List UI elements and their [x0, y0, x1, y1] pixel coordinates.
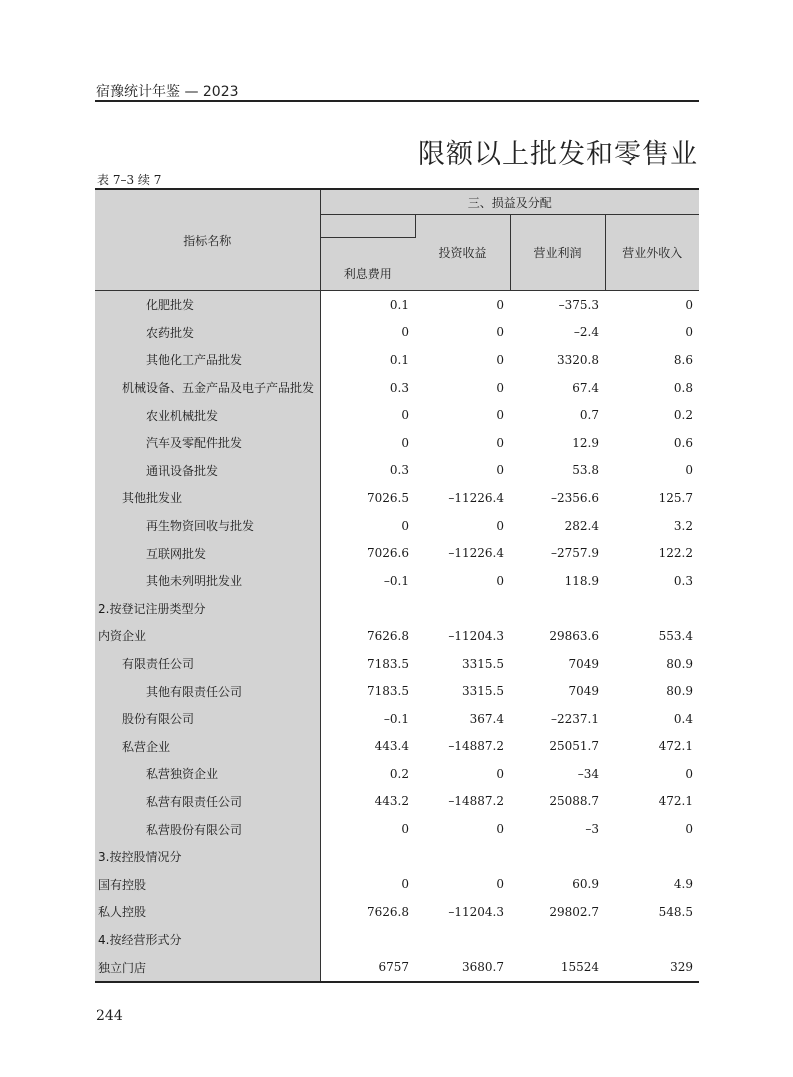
row-label: 机械设备、五金产品及电子产品批发 [95, 374, 320, 402]
cell-value: 0.3 [389, 380, 409, 395]
cell-value: 29863.6 [549, 628, 599, 643]
cell-value: 0 [496, 435, 504, 450]
table-row [95, 567, 699, 595]
table-caption: 表 7–3 续 7 [97, 173, 162, 187]
cell-value: 29802.7 [549, 904, 599, 919]
cell-value: 0 [401, 518, 409, 533]
cell-value: 118.9 [564, 573, 599, 588]
cell-value: 329 [605, 953, 699, 982]
table-row [95, 733, 699, 761]
row-label: 其他化工产品批发 [95, 346, 320, 374]
cell-value: 0 [685, 297, 694, 312]
cell-value: –2757.9 [551, 546, 599, 561]
cell-value: –11226.4 [448, 490, 504, 505]
cell-value: 0 [685, 463, 694, 478]
cell-value: 472.1 [658, 794, 694, 809]
cell-value: 0.1 [389, 297, 409, 312]
cell-value: –2237.1 [551, 711, 599, 726]
cell-value [415, 926, 510, 954]
cell-value: 0 [496, 380, 504, 395]
cell-value [320, 843, 415, 871]
table-row [95, 512, 699, 540]
cell-value: –2356.6 [551, 490, 599, 505]
table-row [95, 346, 699, 374]
row-label: 私营股份有限公司 [95, 815, 320, 843]
cell-value: 0 [496, 408, 504, 423]
cell-value: –0.1 [383, 573, 409, 588]
cell-value: 7183.5 [367, 656, 409, 671]
cell-value: 3315.5 [462, 684, 504, 699]
table-row [95, 457, 699, 485]
cell-value: –11204.3 [448, 904, 504, 919]
row-label: 4.按经营形式分 [95, 926, 320, 954]
cell-value: 0 [496, 573, 504, 588]
table-row [95, 484, 699, 512]
cell-value: –11226.4 [448, 546, 504, 561]
row-label: 有限责任公司 [95, 650, 320, 678]
cell-value [415, 843, 510, 871]
table-row [95, 291, 699, 319]
table-row [95, 843, 699, 871]
column-header: 利息费用 [320, 238, 415, 291]
row-label: 内资企业 [95, 622, 320, 650]
table-row [95, 429, 699, 457]
cell-value: 0.4 [673, 711, 694, 726]
table-row [95, 705, 699, 733]
cell-value: 7026.5 [367, 490, 409, 505]
cell-value: 15524 [510, 953, 605, 982]
cell-value: 443.4 [374, 739, 409, 754]
table-row [95, 760, 699, 788]
statistics-table [95, 188, 699, 983]
cell-value: 282.4 [564, 518, 599, 533]
column-header: 营业外收入 [605, 215, 699, 291]
row-label: 私营独资企业 [95, 760, 320, 788]
cell-value: 0 [401, 822, 409, 837]
row-label: 3.按控股情况分 [95, 843, 320, 871]
cell-value: 25051.7 [549, 739, 599, 754]
row-label: 股份有限公司 [95, 705, 320, 733]
cell-value: –14887.2 [448, 794, 504, 809]
table-row [95, 622, 699, 650]
cell-value: 0.3 [389, 463, 409, 478]
table-row [95, 650, 699, 678]
table-row [95, 374, 699, 402]
cell-value: 0 [496, 822, 504, 837]
cell-value: –11204.3 [448, 628, 504, 643]
row-label: 其他未列明批发业 [95, 567, 320, 595]
cell-value: 53.8 [572, 463, 599, 478]
table-row [95, 677, 699, 705]
cell-value [415, 595, 510, 623]
cell-value: 0 [401, 408, 409, 423]
cell-value: 0.1 [389, 352, 409, 367]
yearbook-header-title: 宿豫统计年鉴 — 2023 [96, 84, 239, 100]
row-label: 农药批发 [95, 319, 320, 347]
cell-value: 7049 [568, 656, 599, 671]
column-group-header: 三、损益及分配 [320, 189, 699, 215]
cell-value [320, 595, 415, 623]
table-row [95, 926, 699, 954]
cell-value: 0.2 [673, 408, 694, 423]
cell-value: 4.9 [673, 877, 694, 892]
cell-value [605, 843, 699, 871]
row-label: 其他有限责任公司 [95, 677, 320, 705]
cell-value: 0 [685, 766, 694, 781]
cell-value: 443.2 [374, 794, 409, 809]
cell-value: 0 [401, 325, 409, 340]
cell-value: 12.9 [572, 435, 599, 450]
section-title: 限额以上批发和零售业 [418, 139, 698, 170]
column-header-spacer [320, 215, 415, 238]
cell-value: 3320.8 [557, 352, 599, 367]
row-label: 通讯设备批发 [95, 457, 320, 485]
row-label: 独立门店 [95, 953, 320, 982]
table-row [95, 788, 699, 816]
cell-value: 0 [496, 352, 504, 367]
cell-value [510, 843, 605, 871]
cell-value: 125.7 [658, 490, 694, 505]
cell-value: –34 [577, 766, 599, 781]
cell-value: 367.4 [469, 711, 504, 726]
header-rule [95, 100, 699, 102]
cell-value: 0 [401, 435, 409, 450]
row-label: 再生物资回收与批发 [95, 512, 320, 540]
row-label: 农业机械批发 [95, 401, 320, 429]
cell-value: 8.6 [673, 352, 694, 367]
column-header-indicator-name: 指标名称 [95, 189, 320, 291]
row-label: 2.按登记注册类型分 [95, 595, 320, 623]
row-label: 私营企业 [95, 733, 320, 761]
cell-value: 0.7 [579, 408, 599, 423]
cell-value [320, 926, 415, 954]
cell-value: –2.4 [573, 325, 599, 340]
cell-value: 7626.8 [367, 904, 409, 919]
cell-value: 3315.5 [462, 656, 504, 671]
cell-value: 0 [685, 325, 694, 340]
cell-value: 548.5 [658, 904, 694, 919]
table-row [95, 401, 699, 429]
table-body [95, 291, 699, 982]
table-row [95, 815, 699, 843]
table-row [95, 595, 699, 623]
cell-value: 0.8 [673, 380, 694, 395]
cell-value [510, 926, 605, 954]
row-label: 化肥批发 [95, 291, 320, 319]
cell-value: 7026.6 [367, 546, 409, 561]
cell-value: 0.3 [673, 573, 694, 588]
cell-value: 67.4 [572, 380, 599, 395]
table-row [95, 953, 699, 982]
table-row [95, 539, 699, 567]
row-label: 互联网批发 [95, 539, 320, 567]
cell-value: 7183.5 [367, 684, 409, 699]
cell-value: 0 [496, 297, 504, 312]
cell-value: 3.2 [673, 518, 694, 533]
cell-value: –375.3 [558, 297, 599, 312]
cell-value: 0 [401, 877, 409, 892]
cell-value: 0 [496, 877, 504, 892]
cell-value [605, 926, 699, 954]
cell-value: –0.1 [383, 711, 409, 726]
row-label: 其他批发业 [95, 484, 320, 512]
cell-value: 6757 [320, 953, 415, 982]
cell-value: 0.6 [673, 435, 694, 450]
column-header: 投资收益 [415, 215, 510, 291]
cell-value: 25088.7 [549, 794, 599, 809]
row-label: 国有控股 [95, 870, 320, 898]
cell-value [510, 595, 605, 623]
cell-value: 122.2 [658, 546, 694, 561]
page-number: 244 [96, 1008, 123, 1024]
row-label: 私营有限责任公司 [95, 788, 320, 816]
cell-value: –3 [585, 822, 599, 837]
cell-value: 553.4 [658, 628, 694, 643]
cell-value: 0 [496, 518, 504, 533]
table-header [95, 189, 699, 291]
cell-value: 0 [496, 766, 504, 781]
column-header: 营业利润 [510, 215, 605, 291]
cell-value: 0.2 [389, 766, 409, 781]
cell-value: 80.9 [666, 656, 694, 671]
cell-value: 80.9 [666, 684, 694, 699]
table-row [95, 870, 699, 898]
cell-value [605, 595, 699, 623]
cell-value: 0 [496, 463, 504, 478]
cell-value: –14887.2 [448, 739, 504, 754]
cell-value: 0 [685, 822, 694, 837]
table-row [95, 319, 699, 347]
cell-value: 60.9 [572, 877, 599, 892]
table-row [95, 898, 699, 926]
cell-value: 7049 [568, 684, 599, 699]
cell-value: 7626.8 [367, 628, 409, 643]
cell-value: 472.1 [658, 739, 694, 754]
row-label: 私人控股 [95, 898, 320, 926]
cell-value: 3680.7 [415, 953, 510, 982]
cell-value: 0 [496, 325, 504, 340]
row-label: 汽车及零配件批发 [95, 429, 320, 457]
